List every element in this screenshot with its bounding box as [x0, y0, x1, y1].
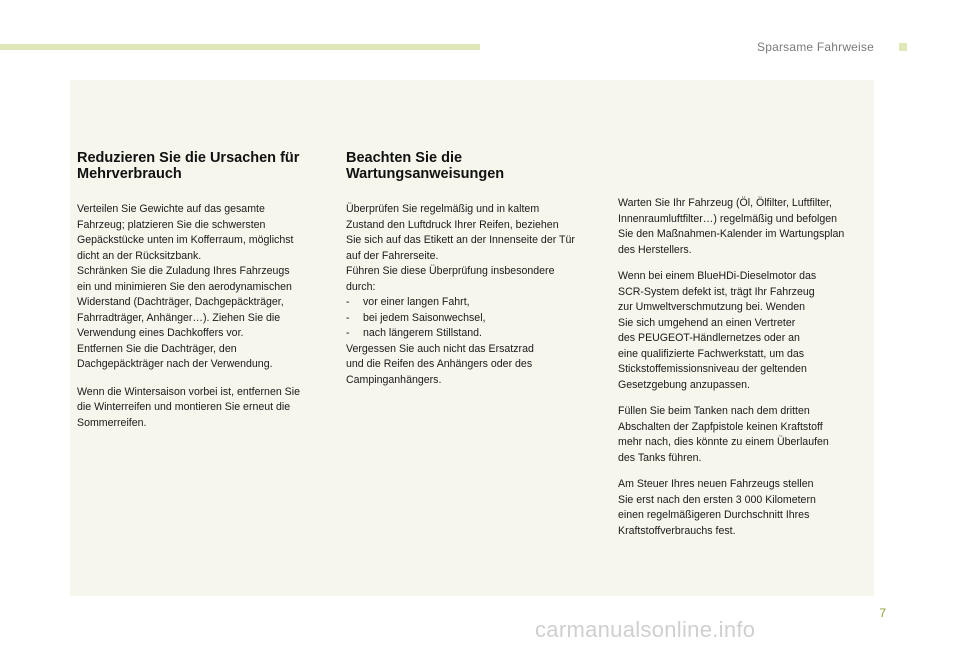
section-heading-reduce: Reduzieren Sie die Ursachen für Mehrverbrauch: [77, 150, 300, 182]
page-number: 7: [879, 606, 886, 620]
paragraph-new-vehicle: Am Steuer Ihres neuen Fahrzeugs stellen Sie erst nach den ersten 3 000 Kilometern einen regelmäßigeren Durchschnitt Ihres Kraftstoffverbrauchs fest.: [618, 478, 816, 537]
content-panel: [70, 80, 874, 596]
page-header-title: Sparsame Fahrweise: [757, 40, 874, 54]
list-item: - nach längerem Stillstand.: [346, 327, 482, 339]
paragraph-tyre-pressure: Überprüfen Sie regelmäßig und in kaltem Zustand den Luftdruck Ihrer Reifen, beziehen Sie sich auf das Etikett an der Innenseite der Tür auf der Fahrerseite. Führen Sie diese Überprüfung insbesondere durch: - vor einer langen Fahrt, - bei jedem Saisonwechsel, - nach längerem Stillstand. Vergessen Sie auch nicht das Ersatzrad und die Reifen des Anhängers oder des Campinganhängers.: [346, 203, 575, 386]
list-item: - vor einer langen Fahrt,: [346, 296, 470, 308]
column-maintenance: [346, 150, 598, 400]
watermark-logo: carmanualsonline.info: [535, 617, 756, 642]
paragraph-winter-tyres: Wenn die Wintersaison vorbei ist, entfernen Sie die Winterreifen und montieren Sie erneut die Sommerreifen.: [77, 385, 300, 429]
section-heading-maintenance: Beachten Sie die Wartungsanweisungen: [346, 150, 505, 182]
paragraph-scr-system: Wenn bei einem BlueHDi-Dieselmotor das SCR-System defekt ist, trägt Ihr Fahrzeug zur Umweltverschmutzung bei. Wenden Sie sich umgehend an einen Vertreter des PEUGEOT-Händlernetzes oder an eine qualifizierte Fachwerkstatt, um das Stickstoffemissionsniveau der geltenden Gesetzgebung anzupassen.: [618, 270, 817, 391]
header-square-marker: [899, 43, 907, 51]
paragraph-refuelling: Füllen Sie beim Tanken nach dem dritten Abschalten der Zapfpistole keinen Kraftstoff mehr nach, dies könnte zu einem Überlaufen des Tanks führen.: [618, 405, 829, 464]
paragraph-weights: Verteilen Sie Gewichte auf das gesamte Fahrzeug; platzieren Sie die schwersten Gepäckstücke unten im Kofferraum, möglichst dicht an der Rücksitzbank. Schränken Sie die Zuladung Ihres Fahrzeugs ein und minimieren Sie den aerodynamischen Widerstand (Dachträger, Dachgepäckträger, Fahrradträger, Anhänger…). Ziehen Sie die Verwendung eines Dachkoffers vor. Entfernen Sie die Dachträger, den Dachgepäckträger nach der Verwendung.: [77, 203, 294, 370]
header-accent-bar: [0, 44, 480, 50]
paragraph-service-schedule: Warten Sie Ihr Fahrzeug (Öl, Ölfilter, Luftfilter, Innenraumluftfilter…) regelmäßig und befolgen Sie den Maßnahmen-Kalender im Wartungsplan des Herstellers.: [618, 197, 845, 256]
list-item: - bei jedem Saisonwechsel,: [346, 311, 486, 324]
column-maintenance-continued: [618, 196, 870, 550]
column-reduce-consumption: [77, 150, 329, 443]
